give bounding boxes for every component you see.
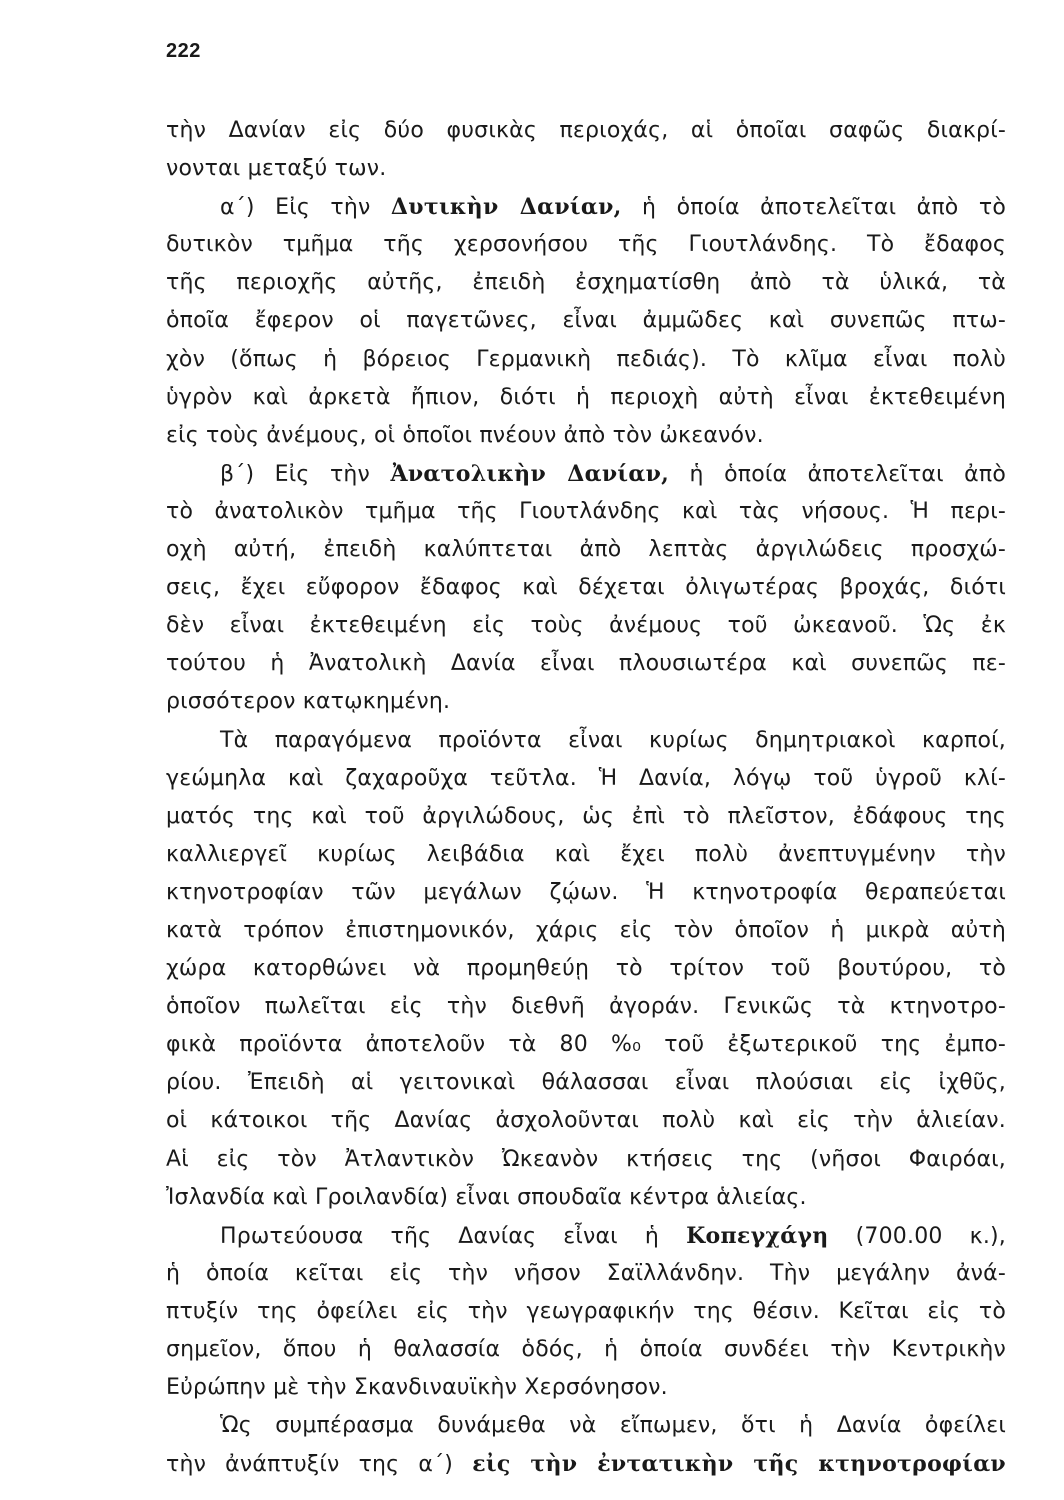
text-line — [166, 226, 1006, 264]
text-run: καλλιεργεῖ κυρίως λειβάδια καὶ ἔχει πολὺ ἀνεπτυγμένην τὴν — [166, 841, 1006, 867]
text-line — [166, 836, 1006, 874]
text-run: ἡ ὁποία ἀποτελεῖται ἀπὸ τὸ — [621, 195, 1006, 221]
text-line — [166, 112, 1006, 150]
text-line — [166, 1179, 1006, 1217]
text-run: φικὰ προϊόντα ἀποτελοῦν τὰ 80 %₀ τοῦ ἐξωτερικοῦ της ἐμπο- — [166, 1032, 1006, 1058]
bold-term: Κοπεγχάγη — [686, 1222, 829, 1249]
text-run: Ὡς συμπέρασμα δυνάμεθα νὰ εἴπωμεν, ὅτι ἡ Δανία ὀφείλει — [220, 1413, 1006, 1439]
text-line — [166, 1141, 1006, 1179]
text-run: τὴν ἀνάπτυξίν της α΄) — [166, 1452, 473, 1478]
text-run: τὸ ἀνατολικὸν τμῆμα τῆς Γιουτλάνδης καὶ τὰς νήσους. Ἡ περι- — [166, 498, 1006, 524]
text-run: α΄) Εἰς τὴν — [220, 195, 391, 221]
bold-term: Ἀνατολικὴν Δανίαν, — [390, 460, 670, 487]
text-run: ἡ ὁποία ἀποτελεῖται ἀπὸ — [669, 461, 1006, 487]
text-run: ἡ ὁποία κεῖται εἰς τὴν νῆσον Σαϊλλάνδην. Τὴν μεγάλην ἀνά- — [166, 1260, 1006, 1286]
text-run: ὑγρὸν καὶ ἀρκετὰ ἤπιον, διότι ἡ περιοχὴ αὐτὴ εἶναι ἐκτεθειμένη — [166, 384, 1006, 410]
text-run: ρισσότερον κατῳκημένη. — [166, 689, 451, 715]
text-line — [166, 1064, 1006, 1102]
text-line — [166, 1255, 1006, 1293]
text-run: σεις, ἔχει εὔφορον ἔδαφος καὶ δέχεται ὀλιγωτέρας βροχάς, διότι — [166, 575, 1006, 601]
text-line — [166, 302, 1006, 340]
text-run: χώρα κατορθώνει νὰ προμηθεύῃ τὸ τρίτον τοῦ βουτύρου, τὸ — [166, 956, 1006, 982]
text-line — [166, 874, 1006, 912]
text-line — [166, 379, 1006, 417]
text-line — [166, 645, 1006, 683]
text-run: τῆς περιοχῆς αὐτῆς, ἐπειδὴ ἐσχηματίσθη ἀπὸ τὰ ὑλικά, τὰ — [166, 270, 1006, 296]
text-run: πτυξίν της ὀφείλει εἰς τὴν γεωγραφικήν της θέσιν. Κεῖται εἰς τὸ — [166, 1298, 1006, 1324]
text-line — [166, 1217, 1006, 1255]
text-line — [166, 1026, 1006, 1064]
text-run: σημεῖον, ὅπου ἡ θαλασσία ὁδός, ἡ ὁποία συνδέει τὴν Κεντρικὴν — [166, 1337, 1006, 1362]
text-line — [166, 1293, 1006, 1331]
text-run: κατὰ τρόπον ἐπιστημονικόν, χάρις εἰς τὸν ὁποῖον ἡ μικρὰ αὐτὴ — [166, 917, 1006, 943]
text-run: ρίου. Ἐπειδὴ αἱ γειτονικαὶ θάλασσαι εἶναι πλούσιαι εἰς ἰχθῦς, — [166, 1070, 1006, 1096]
text-run: ὁποῖα ἔφερον οἱ παγετῶνες, εἶναι ἀμμῶδες καὶ συνεπῶς πτω- — [166, 308, 1006, 334]
text-run: Εὐρώπην μὲ τὴν Σκανδιναυϊκὴν Χερσόνησον. — [166, 1375, 668, 1401]
text-run: οχὴ αὐτή, ἐπειδὴ καλύπτεται ἀπὸ λεπτὰς ἀργιλώδεις προσχώ- — [166, 537, 1006, 563]
text-run: κτηνοτροφίαν τῶν μεγάλων ζῴων. Ἡ κτηνοτροφία θεραπεύεται — [166, 879, 1006, 905]
text-line — [166, 683, 1006, 721]
text-line — [166, 760, 1006, 798]
text-line — [166, 1407, 1006, 1445]
text-line — [166, 455, 1006, 493]
text-line — [166, 988, 1006, 1026]
text-run: Πρωτεύουσα τῆς Δανίας εἶναι ἡ — [220, 1223, 687, 1249]
text-run: εἰς τοὺς ἀνέμους, οἱ ὁποῖοι πνέουν ἀπὸ τὸν ὠκεανόν. — [166, 422, 764, 448]
text-line — [166, 1102, 1006, 1140]
text-run: ὁποῖον πωλεῖται εἰς τὴν διεθνῆ ἀγοράν. Γενικῶς τὰ κτηνοτρο- — [166, 994, 1006, 1020]
text-line — [166, 798, 1006, 836]
text-run: δυτικὸν τμῆμα τῆς χερσονήσου τῆς Γιουτλάνδης. Τὸ ἔδαφος — [166, 232, 1006, 258]
text-line — [166, 531, 1006, 569]
text-run: β΄) Εἰς τὴν — [220, 461, 391, 487]
text-run: νονται μεταξύ των. — [166, 156, 387, 182]
bold-term: εἰς τὴν ἐντατικὴν τῆς κτηνοτροφίαν — [472, 1451, 1006, 1478]
text-run: (700.00 κ.), — [828, 1223, 1006, 1249]
text-line — [166, 1331, 1006, 1369]
text-line — [166, 264, 1006, 302]
text-line — [166, 722, 1006, 760]
text-line — [166, 607, 1006, 645]
text-line — [166, 493, 1006, 531]
text-line — [166, 1445, 1006, 1483]
text-run: χὸν (ὅπως ἡ βόρειος Γερμανικὴ πεδιάς). Τὸ κλῖμα εἶναι πολὺ — [166, 346, 1006, 372]
text-run: τὴν Δανίαν εἰς δύο φυσικὰς περιοχάς, αἱ ὁποῖαι σαφῶς διακρί- — [166, 118, 1006, 143]
bold-term: Δυτικὴν Δανίαν, — [390, 194, 622, 221]
text-line — [166, 569, 1006, 607]
text-line — [166, 150, 1006, 188]
text-run: Αἱ εἰς τὸν Ἀτλαντικὸν Ὠκεανὸν κτήσεις της (νῆσοι Φαιρόαι, — [166, 1146, 1006, 1172]
text-run: γεώμηλα καὶ ζαχαροῦχα τεῦτλα. Ἡ Δανία, λόγῳ τοῦ ὑγροῦ κλί- — [166, 765, 1006, 791]
text-run: τούτου ἡ Ἀνατολικὴ Δανία εἶναι πλουσιωτέρα καὶ συνεπῶς πε- — [166, 651, 1006, 677]
text-line — [166, 1369, 1006, 1407]
page-number: 222 — [166, 40, 201, 62]
text-line — [166, 188, 1006, 226]
text-line — [166, 417, 1006, 455]
text-line — [166, 912, 1006, 950]
text-run: Τὰ παραγόμενα προϊόντα εἶναι κυρίως δημητριακοὶ καρποί, — [220, 727, 1006, 753]
text-run: ματός της καὶ τοῦ ἀργιλώδους, ὡς ἐπὶ τὸ πλεῖστον, ἐδάφους της — [166, 803, 1006, 829]
text-line — [166, 950, 1006, 988]
text-line — [166, 341, 1006, 379]
text-run: οἱ κάτοικοι τῆς Δανίας ἀσχολοῦνται πολὺ καὶ εἰς τὴν ἁλιείαν. — [166, 1108, 1006, 1134]
text-run: Ἰσλανδία καὶ Γροιλανδία) εἶναι σπουδαῖα κέντρα ἁλιείας. — [166, 1184, 807, 1210]
body-text — [166, 112, 1006, 1483]
text-run: δὲν εἶναι ἐκτεθειμένη εἰς τοὺς ἀνέμους τοῦ ὠκεανοῦ. Ὡς ἐκ — [166, 613, 1006, 639]
